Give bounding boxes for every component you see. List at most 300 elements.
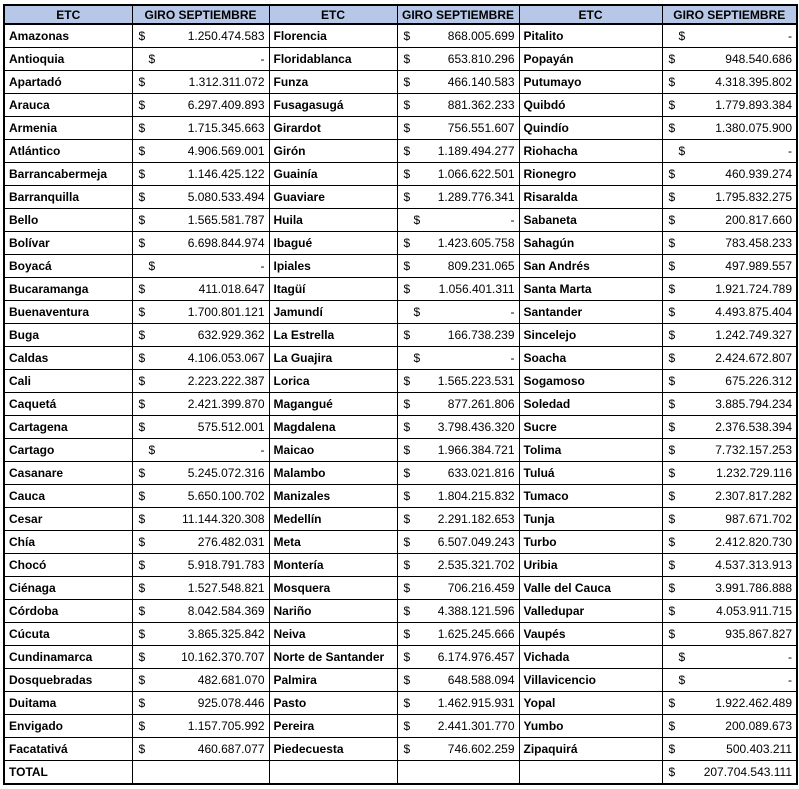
giro-value-cell bbox=[397, 416, 519, 439]
amount: 2.424.672.807 bbox=[715, 350, 792, 365]
currency-symbol: $ bbox=[138, 718, 146, 733]
amount: - bbox=[788, 143, 792, 158]
amount: 4.318.395.802 bbox=[715, 74, 792, 89]
currency-symbol: $ bbox=[403, 166, 411, 181]
giro-value-cell bbox=[397, 462, 519, 485]
table-row bbox=[4, 324, 797, 347]
amount: 987.671.702 bbox=[725, 511, 792, 526]
giro-value-cell bbox=[397, 577, 519, 600]
giro-value-cell bbox=[662, 278, 797, 301]
giro-value-cell bbox=[397, 71, 519, 94]
currency-symbol: $ bbox=[403, 396, 411, 411]
amount: - bbox=[510, 350, 515, 365]
giro-value-cell bbox=[397, 301, 519, 324]
etc-name-cell: Manizales bbox=[269, 485, 397, 508]
etc-name-cell: Mosquera bbox=[269, 577, 397, 600]
amount: 1.625.245.666 bbox=[437, 626, 515, 641]
etc-name-cell: Jamundí bbox=[269, 301, 397, 324]
etc-name-cell: Antioquia bbox=[4, 48, 132, 71]
amount: 925.078.446 bbox=[197, 695, 265, 710]
etc-name-cell: Magangué bbox=[269, 393, 397, 416]
amount: 653.810.296 bbox=[447, 51, 515, 66]
currency-symbol: $ bbox=[138, 327, 146, 342]
currency-symbol: $ bbox=[668, 97, 676, 112]
currency-symbol: $ bbox=[668, 534, 676, 549]
etc-name-cell: Zipaquirá bbox=[519, 738, 662, 761]
etc-name-cell: Atlántico bbox=[4, 140, 132, 163]
amount: 1.462.915.931 bbox=[437, 695, 515, 710]
currency-symbol: $ bbox=[668, 764, 676, 779]
giro-value-cell bbox=[662, 577, 797, 600]
currency-symbol: $ bbox=[403, 488, 411, 503]
etc-name-cell: Meta bbox=[269, 531, 397, 554]
header-giro-3: GIRO SEPTIEMBRE bbox=[662, 5, 797, 24]
giro-value-cell bbox=[662, 715, 797, 738]
amount: 200.817.660 bbox=[725, 212, 792, 227]
currency-symbol: $ bbox=[668, 304, 676, 319]
etc-name-cell: Soledad bbox=[519, 393, 662, 416]
amount: 4.106.053.067 bbox=[187, 350, 265, 365]
currency-symbol: $ bbox=[403, 695, 411, 710]
giro-value-cell bbox=[397, 439, 519, 462]
etc-name-cell: Floridablanca bbox=[269, 48, 397, 71]
etc-name-cell: Duitama bbox=[4, 692, 132, 715]
amount: 1.232.729.116 bbox=[716, 465, 792, 480]
etc-name-cell: Lorica bbox=[269, 370, 397, 393]
giro-value-cell bbox=[662, 209, 797, 232]
giro-value-cell bbox=[132, 669, 269, 692]
amount: 5.245.072.316 bbox=[187, 465, 265, 480]
giro-value-cell bbox=[397, 186, 519, 209]
giro-value-cell bbox=[397, 324, 519, 347]
amount: 1.966.384.721 bbox=[437, 442, 515, 457]
etc-name-cell: Norte de Santander bbox=[269, 646, 397, 669]
currency-symbol: $ bbox=[403, 281, 411, 296]
currency-symbol: $ bbox=[403, 534, 411, 549]
giro-value-cell bbox=[132, 209, 269, 232]
currency-symbol: $ bbox=[138, 74, 146, 89]
currency-symbol: $ bbox=[668, 51, 676, 66]
amount: 809.231.065 bbox=[447, 258, 515, 273]
giro-value-cell bbox=[662, 255, 797, 278]
etc-name-cell: Funza bbox=[269, 71, 397, 94]
giro-value-cell bbox=[397, 554, 519, 577]
empty-cell bbox=[269, 761, 397, 785]
etc-name-cell: Yumbo bbox=[519, 715, 662, 738]
currency-symbol: $ bbox=[403, 465, 411, 480]
table-row bbox=[4, 462, 797, 485]
giro-value-cell bbox=[397, 163, 519, 186]
amount: 3.865.325.842 bbox=[187, 626, 265, 641]
currency-symbol: $ bbox=[138, 741, 146, 756]
etc-name-cell: Dosquebradas bbox=[4, 669, 132, 692]
etc-name-cell: Santa Marta bbox=[519, 278, 662, 301]
table-row bbox=[4, 692, 797, 715]
giro-value-cell bbox=[397, 94, 519, 117]
currency-symbol: $ bbox=[148, 442, 156, 457]
amount: 1.423.605.758 bbox=[437, 235, 515, 250]
etc-name-cell: Caquetá bbox=[4, 393, 132, 416]
currency-symbol: $ bbox=[413, 212, 421, 227]
currency-symbol: $ bbox=[668, 557, 676, 572]
giro-value-cell bbox=[132, 439, 269, 462]
amount: 1.157.705.992 bbox=[187, 718, 265, 733]
etc-name-cell: Cesar bbox=[4, 508, 132, 531]
amount: - bbox=[260, 442, 265, 457]
etc-name-cell: Amazonas bbox=[4, 24, 132, 48]
etc-name-cell: Magdalena bbox=[269, 416, 397, 439]
header-etc-1: ETC bbox=[4, 5, 132, 24]
etc-name-cell: Envigado bbox=[4, 715, 132, 738]
giro-value-cell bbox=[662, 71, 797, 94]
etc-name-cell: Sahagún bbox=[519, 232, 662, 255]
etc-name-cell: Valledupar bbox=[519, 600, 662, 623]
giro-value-cell bbox=[132, 71, 269, 94]
giro-value-cell bbox=[397, 232, 519, 255]
currency-symbol: $ bbox=[138, 488, 146, 503]
etc-name-cell: Itagüí bbox=[269, 278, 397, 301]
etc-name-cell: Bello bbox=[4, 209, 132, 232]
giro-value-cell bbox=[397, 738, 519, 761]
table-row bbox=[4, 370, 797, 393]
amount: 675.226.312 bbox=[725, 373, 792, 388]
amount: 5.650.100.702 bbox=[187, 488, 265, 503]
amount: 500.403.211 bbox=[726, 741, 792, 756]
header-etc-2: ETC bbox=[269, 5, 397, 24]
giro-value-cell bbox=[132, 232, 269, 255]
table-row bbox=[4, 347, 797, 370]
etc-name-cell: Montería bbox=[269, 554, 397, 577]
currency-symbol: $ bbox=[138, 603, 146, 618]
amount: - bbox=[260, 51, 265, 66]
amount: 648.588.094 bbox=[447, 672, 515, 687]
etc-name-cell: Sucre bbox=[519, 416, 662, 439]
giro-value-cell bbox=[132, 48, 269, 71]
amount: - bbox=[510, 304, 515, 319]
amount: 706.216.459 bbox=[447, 580, 515, 595]
currency-symbol: $ bbox=[668, 511, 676, 526]
currency-symbol: $ bbox=[668, 419, 676, 434]
amount: - bbox=[788, 672, 792, 687]
currency-symbol: $ bbox=[668, 189, 676, 204]
giro-value-cell bbox=[132, 370, 269, 393]
giro-value-cell bbox=[662, 370, 797, 393]
giro-value-cell bbox=[662, 623, 797, 646]
etc-name-cell: Caldas bbox=[4, 347, 132, 370]
giro-value-cell bbox=[132, 485, 269, 508]
amount: 7.732.157.253 bbox=[715, 442, 792, 457]
giro-value-cell bbox=[132, 94, 269, 117]
currency-symbol: $ bbox=[403, 718, 411, 733]
etc-name-cell: Buenaventura bbox=[4, 301, 132, 324]
total-amount: 207.704.543.111 bbox=[703, 764, 792, 779]
giro-value-cell bbox=[397, 623, 519, 646]
giro-value-cell bbox=[662, 117, 797, 140]
etc-name-cell: Risaralda bbox=[519, 186, 662, 209]
giro-value-cell bbox=[662, 646, 797, 669]
etc-name-cell: Villavicencio bbox=[519, 669, 662, 692]
amount: 1.380.075.900 bbox=[715, 120, 792, 135]
empty-cell bbox=[132, 761, 269, 785]
amount: 4.906.569.001 bbox=[187, 143, 265, 158]
etc-name-cell: Neiva bbox=[269, 623, 397, 646]
giro-value-cell bbox=[132, 692, 269, 715]
amount: 948.540.686 bbox=[725, 51, 792, 66]
amount: 632.929.362 bbox=[197, 327, 265, 342]
table-row bbox=[4, 117, 797, 140]
giro-value-cell bbox=[132, 623, 269, 646]
amount: 935.867.827 bbox=[725, 626, 792, 641]
table-row bbox=[4, 531, 797, 554]
giro-value-cell bbox=[397, 140, 519, 163]
table-row bbox=[4, 508, 797, 531]
table-row bbox=[4, 738, 797, 761]
etc-name-cell: Piedecuesta bbox=[269, 738, 397, 761]
table-row bbox=[4, 485, 797, 508]
amount: 868.005.699 bbox=[447, 28, 515, 43]
etc-name-cell: Sabaneta bbox=[519, 209, 662, 232]
total-row bbox=[4, 761, 797, 785]
table-row bbox=[4, 94, 797, 117]
amount: 1.312.311.072 bbox=[188, 74, 265, 89]
giro-value-cell bbox=[662, 600, 797, 623]
amount: 2.535.321.702 bbox=[437, 557, 515, 572]
amount: 4.388.121.596 bbox=[437, 603, 515, 618]
etc-name-cell: Rionegro bbox=[519, 163, 662, 186]
etc-name-cell: Turbo bbox=[519, 531, 662, 554]
table-row bbox=[4, 163, 797, 186]
amount: 6.297.409.893 bbox=[187, 97, 265, 112]
table-row bbox=[4, 715, 797, 738]
etc-name-cell: Ibagué bbox=[269, 232, 397, 255]
total-label-cell: TOTAL bbox=[4, 761, 132, 785]
giro-value-cell bbox=[397, 278, 519, 301]
amount: 5.918.791.783 bbox=[187, 557, 265, 572]
currency-symbol: $ bbox=[138, 396, 146, 411]
giro-value-cell bbox=[662, 393, 797, 416]
giro-value-cell bbox=[397, 531, 519, 554]
amount: 2.441.301.770 bbox=[437, 718, 515, 733]
etc-name-cell: Facatativá bbox=[4, 738, 132, 761]
etc-name-cell: Ipiales bbox=[269, 255, 397, 278]
giro-value-cell bbox=[662, 439, 797, 462]
etc-name-cell: Sincelejo bbox=[519, 324, 662, 347]
amount: 4.493.875.404 bbox=[715, 304, 792, 319]
amount: 166.738.239 bbox=[447, 327, 515, 342]
currency-symbol: $ bbox=[148, 51, 156, 66]
giro-value-cell bbox=[132, 117, 269, 140]
amount: - bbox=[510, 212, 515, 227]
amount: 200.089.673 bbox=[725, 718, 792, 733]
etc-name-cell: Soacha bbox=[519, 347, 662, 370]
currency-symbol: $ bbox=[138, 557, 146, 572]
etc-name-cell: San Andrés bbox=[519, 255, 662, 278]
currency-symbol: $ bbox=[668, 74, 676, 89]
etc-name-cell: Medellín bbox=[269, 508, 397, 531]
etc-name-cell: Girardot bbox=[269, 117, 397, 140]
etc-name-cell: Putumayo bbox=[519, 71, 662, 94]
amount: 877.261.806 bbox=[447, 396, 515, 411]
etc-name-cell: Arauca bbox=[4, 94, 132, 117]
currency-symbol: $ bbox=[403, 649, 411, 664]
amount: 460.939.274 bbox=[725, 166, 792, 181]
empty-cell bbox=[519, 761, 662, 785]
etc-name-cell: Yopal bbox=[519, 692, 662, 715]
etc-name-cell: Fusagasugá bbox=[269, 94, 397, 117]
giro-value-cell bbox=[662, 232, 797, 255]
amount: 783.458.233 bbox=[725, 235, 792, 250]
currency-symbol: $ bbox=[138, 143, 146, 158]
currency-symbol: $ bbox=[138, 534, 146, 549]
giro-value-cell bbox=[132, 278, 269, 301]
etc-name-cell: Guaviare bbox=[269, 186, 397, 209]
currency-symbol: $ bbox=[678, 672, 686, 687]
currency-symbol: $ bbox=[403, 51, 411, 66]
etc-name-cell: Girón bbox=[269, 140, 397, 163]
giro-value-cell bbox=[132, 24, 269, 48]
header-giro-1: GIRO SEPTIEMBRE bbox=[132, 5, 269, 24]
giro-value-cell bbox=[662, 347, 797, 370]
currency-symbol: $ bbox=[668, 695, 676, 710]
giro-value-cell bbox=[662, 531, 797, 554]
giro-value-cell bbox=[132, 646, 269, 669]
amount: 575.512.001 bbox=[197, 419, 265, 434]
etc-name-cell: Tumaco bbox=[519, 485, 662, 508]
giro-value-cell bbox=[662, 140, 797, 163]
amount: 1.565.223.531 bbox=[437, 373, 515, 388]
amount: 1.056.401.311 bbox=[438, 281, 515, 296]
amount: 2.291.182.653 bbox=[437, 511, 515, 526]
amount: 3.991.786.888 bbox=[715, 580, 792, 595]
header-etc-3: ETC bbox=[519, 5, 662, 24]
table-row bbox=[4, 439, 797, 462]
currency-symbol: $ bbox=[668, 626, 676, 641]
currency-symbol: $ bbox=[403, 258, 411, 273]
table-row bbox=[4, 209, 797, 232]
amount: 2.223.222.387 bbox=[187, 373, 265, 388]
table-row bbox=[4, 623, 797, 646]
currency-symbol: $ bbox=[668, 327, 676, 342]
etc-name-cell: Bolívar bbox=[4, 232, 132, 255]
currency-symbol: $ bbox=[678, 143, 686, 158]
etc-name-cell: Córdoba bbox=[4, 600, 132, 623]
currency-symbol: $ bbox=[138, 350, 146, 365]
table-row bbox=[4, 48, 797, 71]
currency-symbol: $ bbox=[138, 649, 146, 664]
amount: 2.421.399.870 bbox=[187, 396, 265, 411]
amount: 482.681.070 bbox=[197, 672, 265, 687]
giro-value-cell bbox=[662, 669, 797, 692]
currency-symbol: $ bbox=[668, 350, 676, 365]
currency-symbol: $ bbox=[138, 304, 146, 319]
currency-symbol: $ bbox=[403, 189, 411, 204]
amount: 4.053.911.715 bbox=[716, 603, 792, 618]
amount: 1.527.548.821 bbox=[187, 580, 265, 595]
currency-symbol: $ bbox=[403, 120, 411, 135]
currency-symbol: $ bbox=[403, 373, 411, 388]
amount: 1.289.776.341 bbox=[437, 189, 515, 204]
currency-symbol: $ bbox=[403, 511, 411, 526]
amount: 6.174.976.457 bbox=[437, 649, 515, 664]
currency-symbol: $ bbox=[138, 419, 146, 434]
currency-symbol: $ bbox=[668, 580, 676, 595]
giro-value-cell bbox=[132, 738, 269, 761]
currency-symbol: $ bbox=[403, 603, 411, 618]
currency-symbol: $ bbox=[138, 695, 146, 710]
currency-symbol: $ bbox=[403, 626, 411, 641]
etc-name-cell: Huila bbox=[269, 209, 397, 232]
giro-value-cell bbox=[662, 94, 797, 117]
table-row bbox=[4, 554, 797, 577]
currency-symbol: $ bbox=[138, 166, 146, 181]
currency-symbol: $ bbox=[403, 97, 411, 112]
giro-value-cell bbox=[397, 715, 519, 738]
currency-symbol: $ bbox=[413, 304, 421, 319]
giro-value-cell bbox=[132, 715, 269, 738]
amount: 1.779.893.384 bbox=[715, 97, 792, 112]
amount: 5.080.533.494 bbox=[187, 189, 265, 204]
giro-value-cell bbox=[132, 347, 269, 370]
amount: 6.507.049.243 bbox=[437, 534, 515, 549]
amount: 411.018.647 bbox=[198, 281, 265, 296]
giro-value-cell bbox=[132, 393, 269, 416]
currency-symbol: $ bbox=[668, 442, 676, 457]
giro-value-cell bbox=[397, 347, 519, 370]
etc-name-cell: Cauca bbox=[4, 485, 132, 508]
amount: 1.565.581.787 bbox=[187, 212, 265, 227]
amount: - bbox=[260, 258, 265, 273]
currency-symbol: $ bbox=[668, 603, 676, 618]
currency-symbol: $ bbox=[138, 672, 146, 687]
etc-name-cell: Malambo bbox=[269, 462, 397, 485]
etc-name-cell: Pasto bbox=[269, 692, 397, 715]
amount: 4.537.313.913 bbox=[715, 557, 792, 572]
etc-name-cell: Vaupés bbox=[519, 623, 662, 646]
amount: - bbox=[788, 649, 792, 664]
giro-value-cell bbox=[132, 301, 269, 324]
amount: 756.551.607 bbox=[447, 120, 515, 135]
etc-name-cell: Ciénaga bbox=[4, 577, 132, 600]
table-row bbox=[4, 669, 797, 692]
currency-symbol: $ bbox=[413, 350, 421, 365]
giro-value-cell bbox=[397, 669, 519, 692]
table-row bbox=[4, 255, 797, 278]
giro-value-cell bbox=[662, 301, 797, 324]
table-row bbox=[4, 24, 797, 48]
table-row bbox=[4, 393, 797, 416]
giro-value-cell bbox=[397, 600, 519, 623]
etc-name-cell: La Guajira bbox=[269, 347, 397, 370]
currency-symbol: $ bbox=[403, 74, 411, 89]
giro-value-cell bbox=[397, 393, 519, 416]
etc-name-cell: Valle del Cauca bbox=[519, 577, 662, 600]
currency-symbol: $ bbox=[138, 212, 146, 227]
currency-symbol: $ bbox=[138, 511, 146, 526]
amount: 1.922.462.489 bbox=[715, 695, 792, 710]
giro-value-cell bbox=[662, 554, 797, 577]
currency-symbol: $ bbox=[138, 235, 146, 250]
table-row bbox=[4, 416, 797, 439]
currency-symbol: $ bbox=[138, 97, 146, 112]
giro-value-cell bbox=[397, 209, 519, 232]
giro-value-cell bbox=[132, 416, 269, 439]
currency-symbol: $ bbox=[668, 488, 676, 503]
giro-value-cell bbox=[662, 508, 797, 531]
giro-value-cell bbox=[397, 255, 519, 278]
amount: 1.146.425.122 bbox=[187, 166, 265, 181]
etc-name-cell: Cartagena bbox=[4, 416, 132, 439]
giro-value-cell bbox=[662, 324, 797, 347]
